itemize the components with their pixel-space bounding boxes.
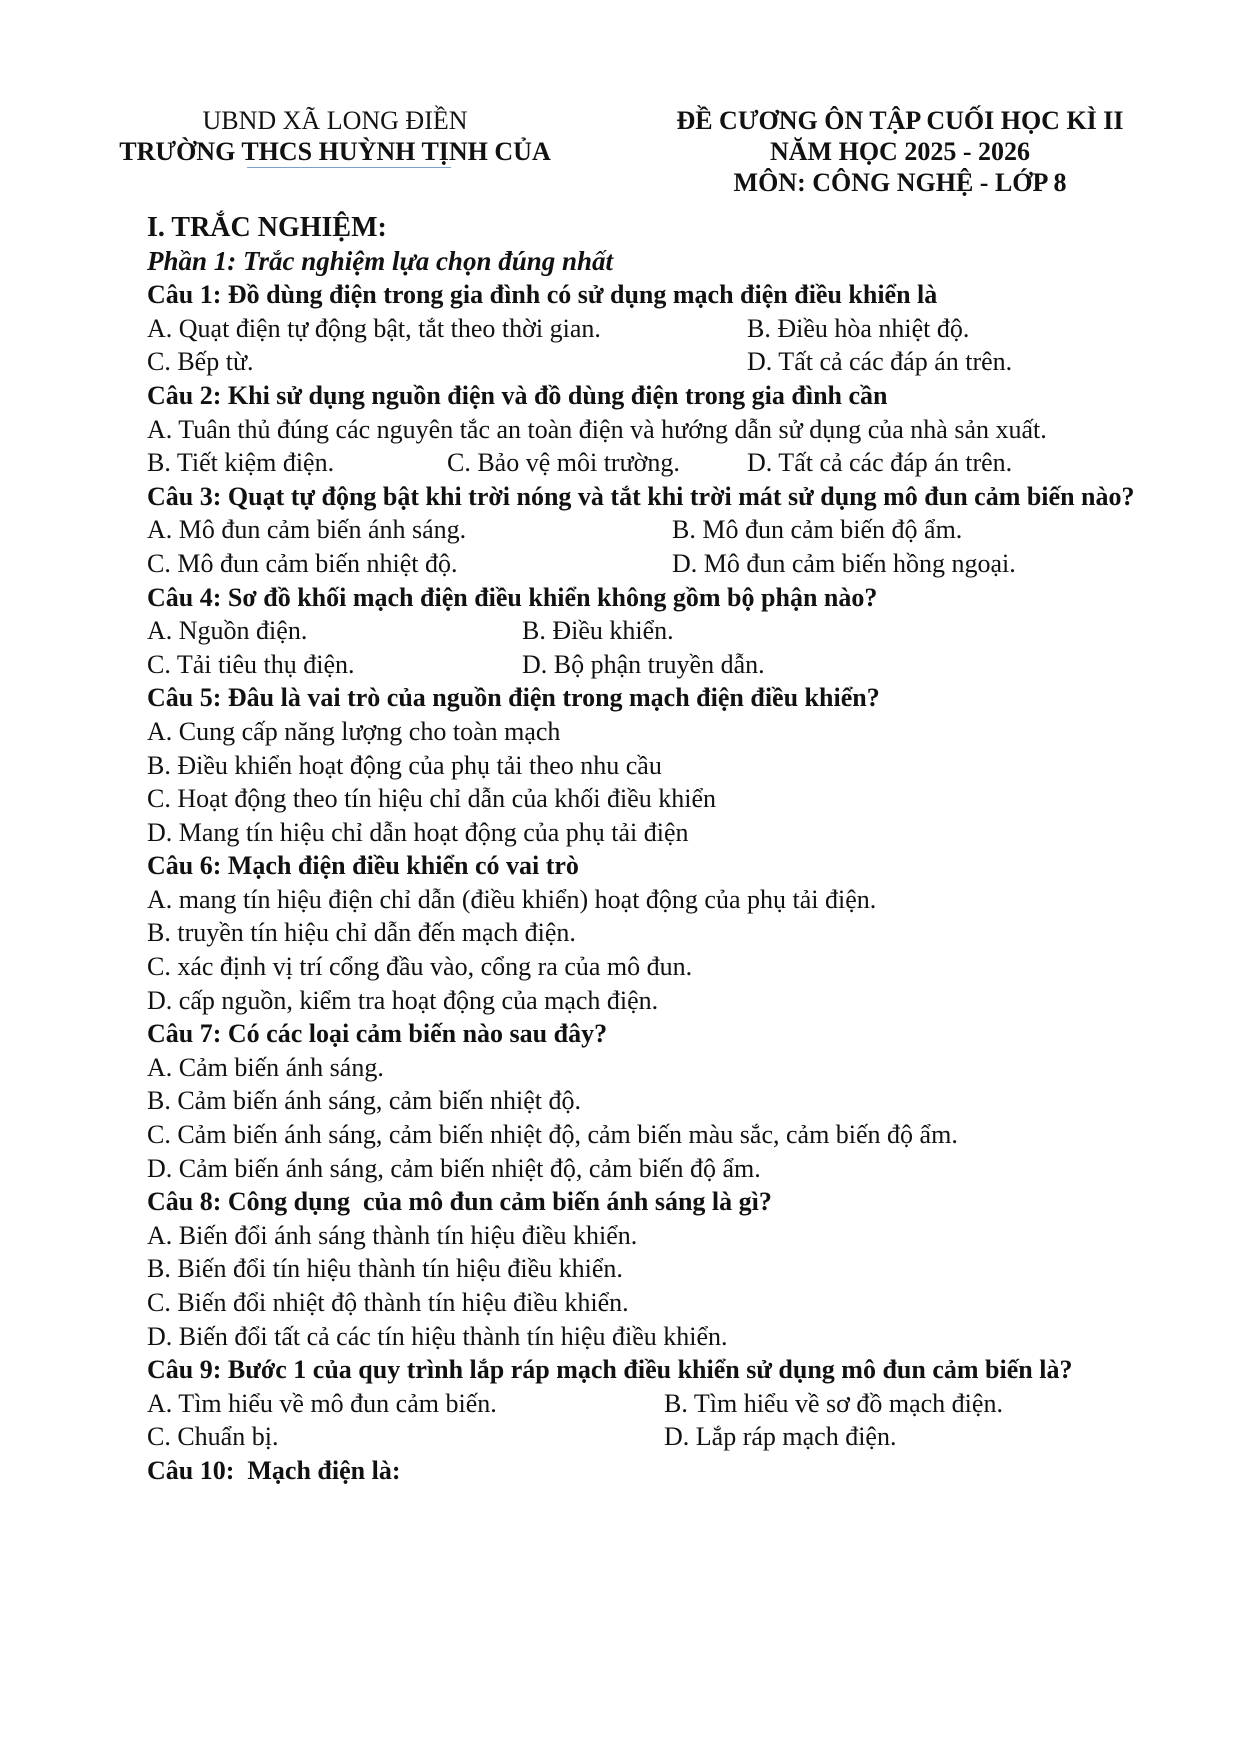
question-4-option-d: D. Bộ phận truyền dẫn. xyxy=(522,649,765,679)
question-6-option-a: A. mang tín hiệu điện chỉ dẫn (điều khiển) hoạt động của phụ tải điện. xyxy=(147,884,877,914)
question-7-option-d: D. Cảm biến ánh sáng, cảm biến nhiệt độ, cảm biến độ ẩm. xyxy=(147,1153,761,1183)
question-7-option-c: C. Cảm biến ánh sáng, cảm biến nhiệt độ, cảm biến màu sắc, cảm biến độ ẩm. xyxy=(147,1120,958,1150)
question-4-option-b: B. Điều khiển. xyxy=(522,616,674,646)
authority-name: UBND XÃ LONG ĐIỀN xyxy=(202,106,468,135)
question-10: Câu 10: Mạch điện là: xyxy=(147,1455,401,1485)
question-7-option-b: B. Cảm biến ánh sáng, cảm biến nhiệt độ. xyxy=(147,1086,581,1116)
question-8-option-b: B. Biến đổi tín hiệu thành tín hiệu điều khiển. xyxy=(147,1254,623,1284)
question-2-option-a: A. Tuân thủ đúng các nguyên tắc an toàn điện và hướng dẫn sử dụng của nhà sản xuất. xyxy=(147,414,1047,444)
question-8-option-c: C. Biến đổi nhiệt độ thành tín hiệu điều khiển. xyxy=(147,1288,629,1317)
question-5-option-b: B. Điều khiển hoạt động của phụ tải theo nhu cầu xyxy=(147,750,662,780)
document-header xyxy=(0,104,1241,204)
question-9-option-b: B. Tìm hiểu về sơ đồ mạch điện. xyxy=(664,1388,1003,1418)
header-left xyxy=(100,104,570,166)
question-9-option-d: D. Lắp ráp mạch điện. xyxy=(664,1422,897,1452)
question-5: Câu 5: Đâu là vai trò của nguồn điện trong mạch điện điều khiển? xyxy=(147,683,880,713)
section-title: I. TRẮC NGHIỆM: xyxy=(147,212,387,243)
question-7: Câu 7: Có các loại cảm biến nào sau đây? xyxy=(147,1019,608,1049)
question-4-option-a: A. Nguồn điện. xyxy=(147,616,308,646)
question-6-option-b: B. truyền tín hiệu chỉ dẫn đến mạch điện. xyxy=(147,918,576,948)
question-6-option-d: D. cấp nguồn, kiểm tra hoạt động của mạch điện. xyxy=(147,985,659,1015)
school-year: NĂM HỌC 2025 - 2026 xyxy=(770,137,1030,166)
question-9-options-row-1 xyxy=(147,1387,1157,1421)
document-title: ĐỀ CƯƠNG ÔN TẬP CUỐI HỌC KÌ II xyxy=(676,106,1124,135)
question-3: Câu 3: Quạt tự động bật khi trời nóng và tắt khi trời mát sử dụng mô đun cảm biến nào? xyxy=(147,481,1135,511)
question-3-option-d: D. Mô đun cảm biến hồng ngoại. xyxy=(672,548,1016,578)
question-4-options-row-2 xyxy=(147,648,1157,682)
question-8-option-a: A. Biến đổi ánh sáng thành tín hiệu điều khiển. xyxy=(147,1220,638,1250)
question-2-option-b: B. Tiết kiệm điện. xyxy=(147,448,335,478)
question-6: Câu 6: Mạch điện điều khiển có vai trò xyxy=(147,851,579,881)
question-8-option-d: D. Biến đổi tất cả các tín hiệu thành tín hiệu điều khiển. xyxy=(147,1321,728,1351)
header-right xyxy=(640,104,1160,197)
question-9-option-c: C. Chuẩn bị. xyxy=(147,1422,279,1452)
question-1-option-c: C. Bếp từ. xyxy=(147,347,254,377)
question-1-options-row-1 xyxy=(147,312,1157,346)
question-9-options-row-2 xyxy=(147,1420,1157,1454)
part-title: Phần 1: Trắc nghiệm lựa chọn đúng nhất xyxy=(147,245,614,276)
question-1-option-d: D. Tất cả các đáp án trên. xyxy=(747,347,1013,377)
question-2: Câu 2: Khi sử dụng nguồn điện và đồ dùng điện trong gia đình cần xyxy=(147,380,888,410)
question-1-options-row-2 xyxy=(147,345,1157,379)
question-3-option-b: B. Mô đun cảm biến độ ẩm. xyxy=(672,515,963,545)
question-1-option-a: A. Quạt điện tự động bật, tắt theo thời gian. xyxy=(147,313,601,343)
question-1: Câu 1: Đồ dùng điện trong gia đình có sử dụng mạch điện điều khiển là xyxy=(147,280,938,310)
question-5-option-c: C. Hoạt động theo tín hiệu chỉ dẫn của khối điều khiển xyxy=(147,784,716,814)
question-5-option-d: D. Mang tín hiệu chỉ dẫn hoạt động của phụ tải điện xyxy=(147,817,689,847)
question-2-option-c: C. Bảo vệ môi trường. xyxy=(447,448,680,478)
question-2-option-d: D. Tất cả các đáp án trên. xyxy=(747,448,1013,478)
question-9: Câu 9: Bước 1 của quy trình lắp ráp mạch điều khiển sử dụng mô đun cảm biến là? xyxy=(147,1355,1073,1385)
question-9-option-a: A. Tìm hiểu về mô đun cảm biến. xyxy=(147,1388,497,1418)
question-4-options-row-1 xyxy=(147,614,1157,648)
question-3-option-c: C. Mô đun cảm biến nhiệt độ. xyxy=(147,548,458,578)
question-1-option-b: B. Điều hòa nhiệt độ. xyxy=(747,313,970,343)
question-3-option-a: A. Mô đun cảm biến ánh sáng. xyxy=(147,515,467,545)
question-4-option-c: C. Tải tiêu thụ điện. xyxy=(147,649,355,679)
question-5-option-a: A. Cung cấp năng lượng cho toàn mạch xyxy=(147,716,561,746)
question-3-options-row-2 xyxy=(147,547,1157,581)
subject-grade: MÔN: CÔNG NGHỆ - LỚP 8 xyxy=(733,168,1067,197)
school-name: TRƯỜNG THCS HUỲNH TỊNH CỦA xyxy=(119,137,551,166)
question-2-options-row xyxy=(147,446,1157,480)
school-name-underline xyxy=(247,167,450,168)
document-body xyxy=(147,211,1157,1488)
question-6-option-c: C. xác định vị trí cổng đầu vào, cổng ra của mô đun. xyxy=(147,952,693,982)
question-3-options-row-1 xyxy=(147,513,1157,547)
question-8: Câu 8: Công dụng của mô đun cảm biến ánh sáng là gì? xyxy=(147,1187,772,1217)
question-7-option-a: A. Cảm biến ánh sáng. xyxy=(147,1052,384,1082)
question-4: Câu 4: Sơ đồ khối mạch điện điều khiển không gồm bộ phận nào? xyxy=(147,582,878,612)
